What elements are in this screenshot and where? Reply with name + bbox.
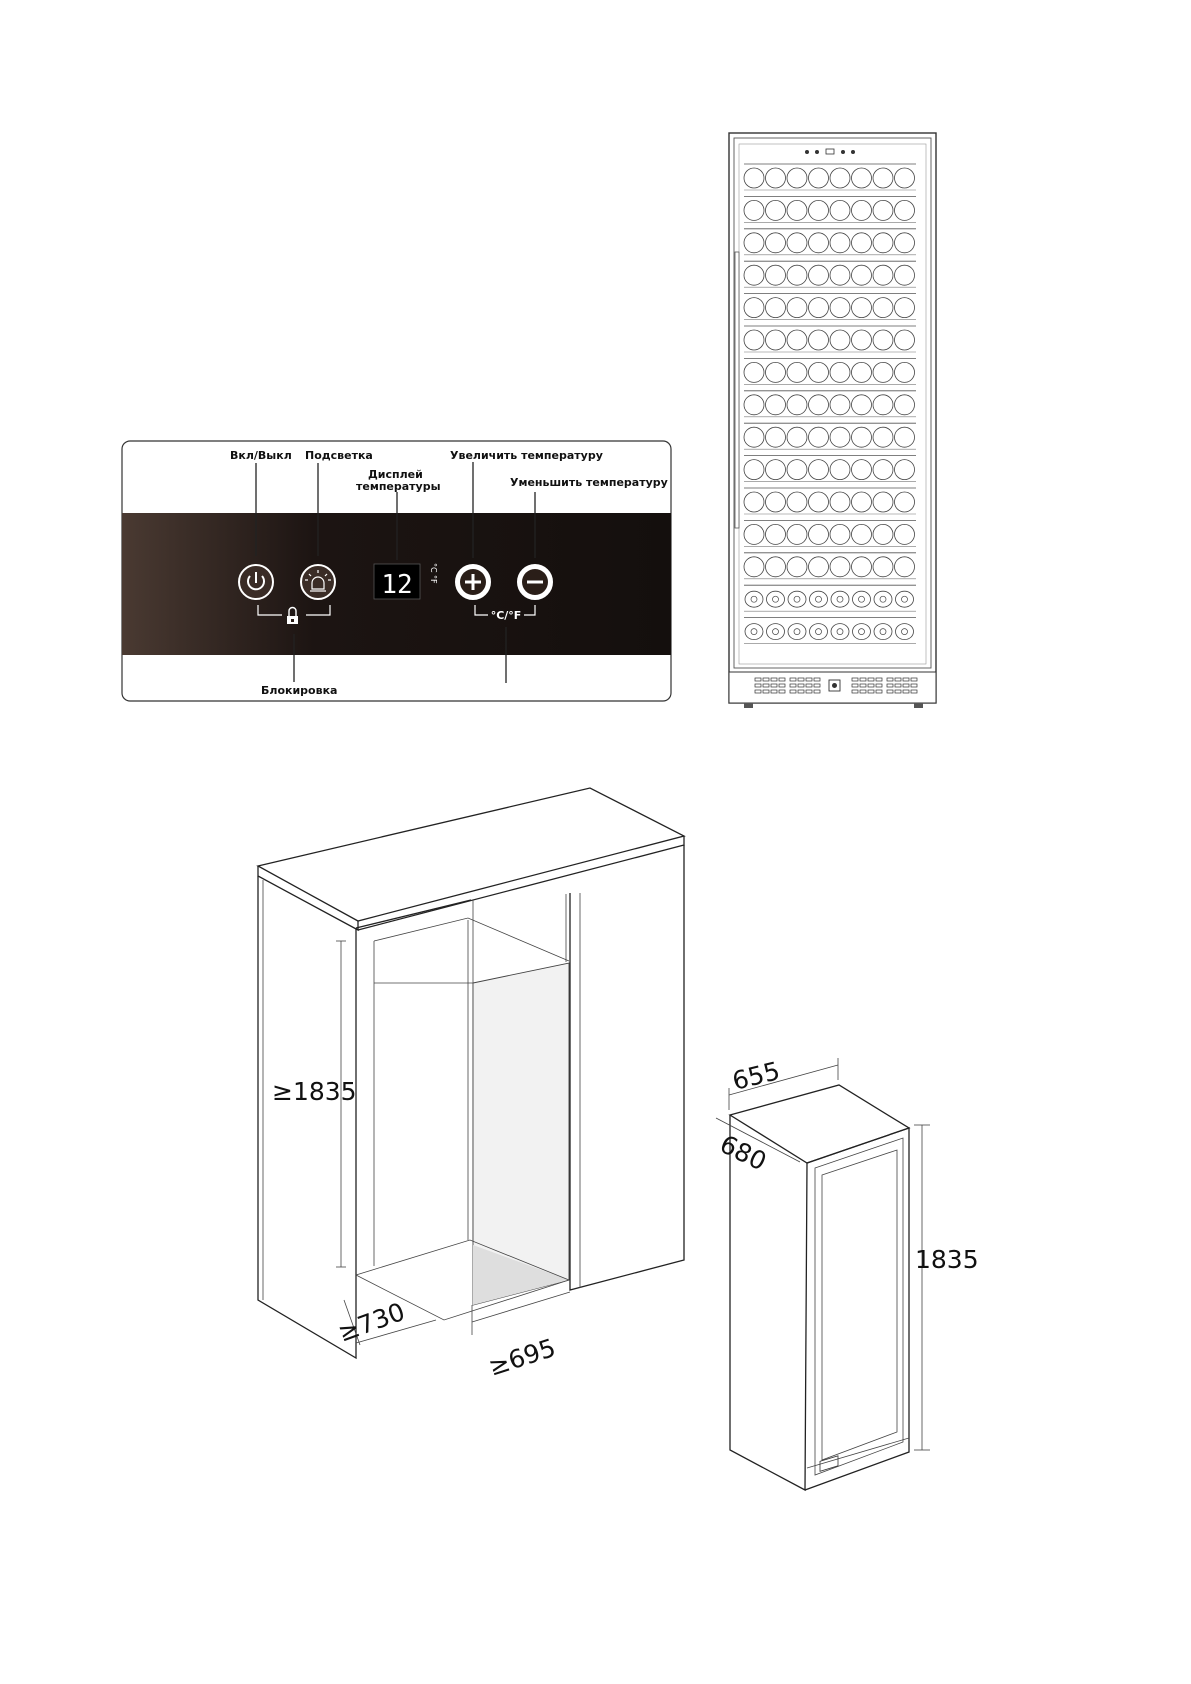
niche-height-dimension: ≥1835 <box>272 1077 357 1106</box>
appliance-width-dimension: 655 <box>729 1056 783 1096</box>
power-button[interactable] <box>239 565 273 599</box>
installation-niche-drawing <box>258 788 684 1382</box>
appliance-dimension-drawing <box>715 1056 978 1490</box>
lock-label: Блокировка <box>261 684 338 697</box>
niche-width-dimension: ≥695 <box>484 1332 560 1382</box>
light-button[interactable] <box>301 565 335 599</box>
unit-toggle-label: °C/°F <box>490 609 522 622</box>
display-label-line1: Дисплей <box>368 468 423 481</box>
decrease-label: Уменьшить температуру <box>510 476 668 489</box>
unit-f-indicator: °F <box>429 575 438 584</box>
display-value: 12 <box>381 570 413 600</box>
increase-button[interactable] <box>456 565 490 599</box>
power-label: Вкл/Выкл <box>230 449 292 462</box>
decrease-button[interactable] <box>518 565 552 599</box>
light-label: Подсветка <box>305 449 373 462</box>
display-label-line2: температуры <box>356 480 441 493</box>
wine-cabinet-front <box>729 133 936 708</box>
appliance-depth-dimension: 680 <box>715 1129 771 1177</box>
increase-label: Увеличить температуру <box>450 449 603 462</box>
niche-depth-dimension: ≥730 <box>334 1296 409 1348</box>
control-panel <box>122 441 671 701</box>
cabinet-base <box>729 672 936 703</box>
appliance-height-dimension: 1835 <box>915 1245 979 1274</box>
door-handle <box>735 252 739 528</box>
unit-c-indicator: °C <box>429 563 438 573</box>
